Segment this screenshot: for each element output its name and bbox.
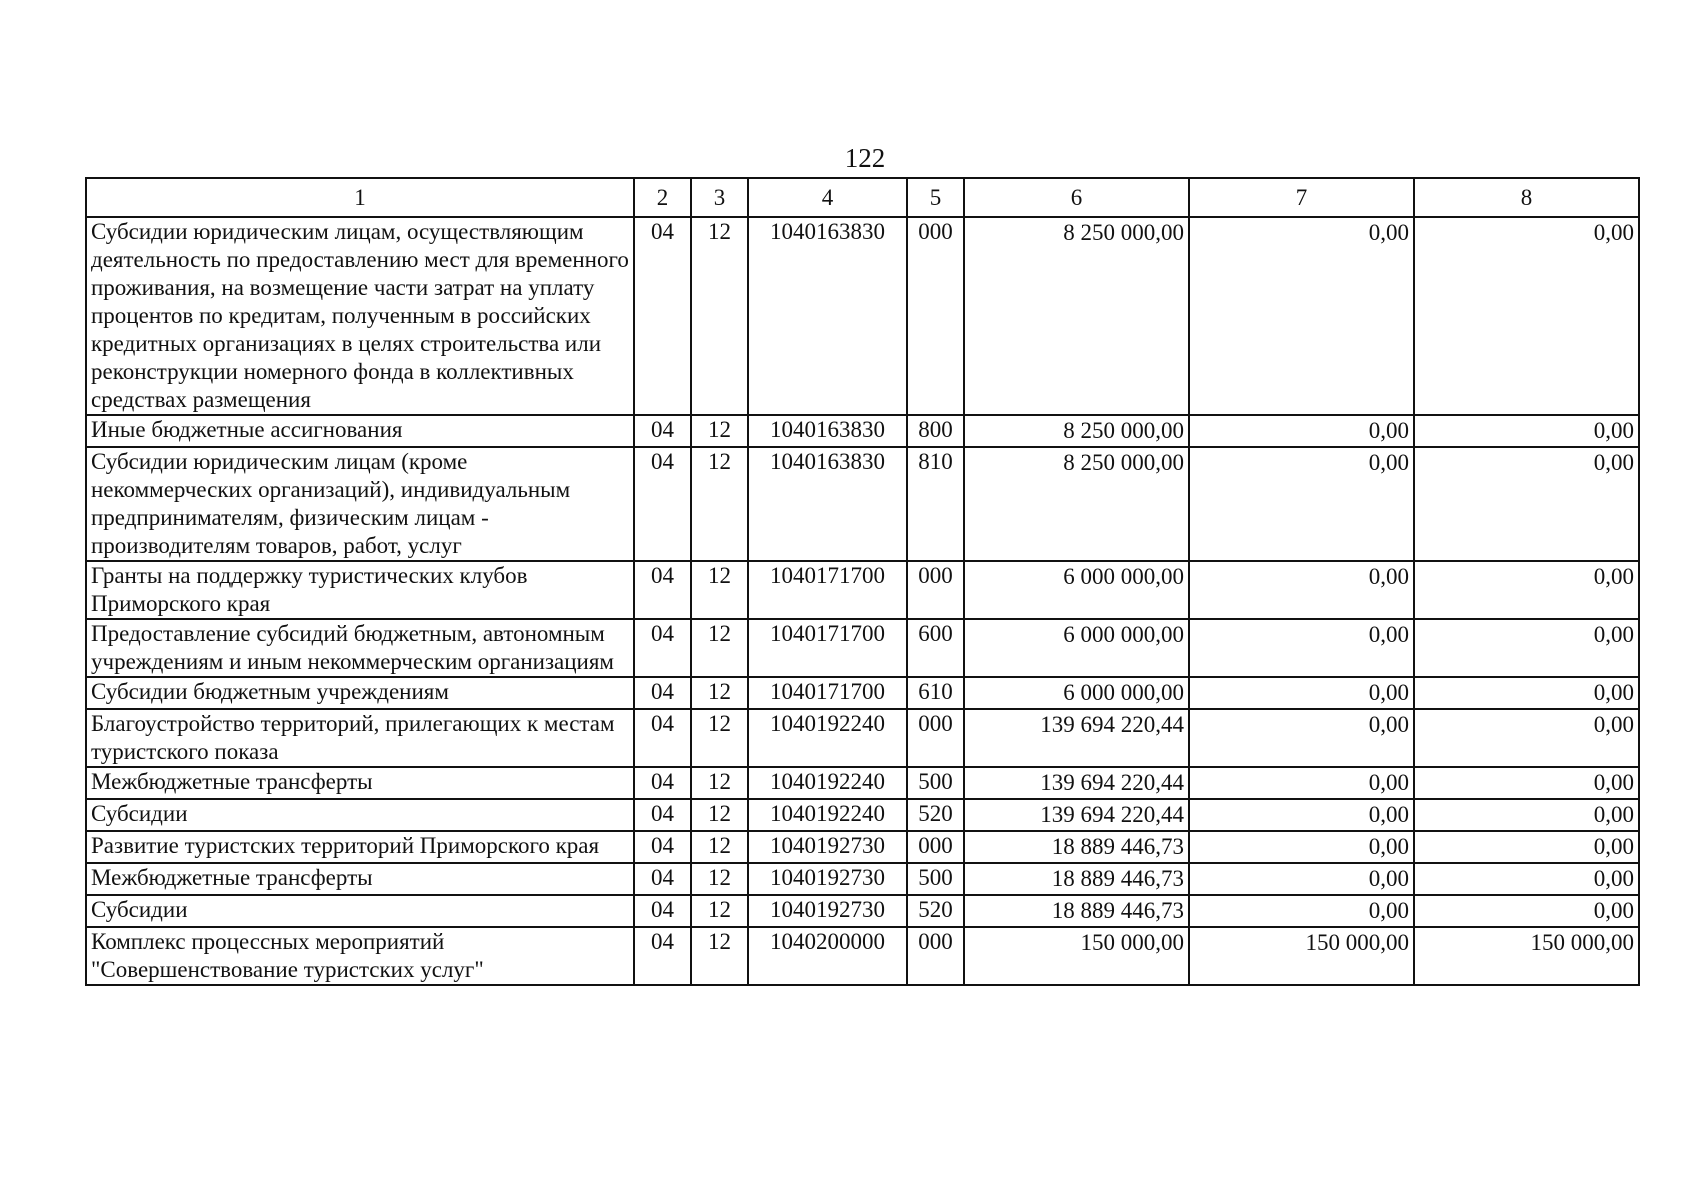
row-amount-7: 0,00 [1189,619,1414,677]
table-row [86,561,1639,619]
row-name: Межбюджетные трансферты [86,863,634,895]
row-name: Предоставление субсидий бюджетным, автономным учреждениям и иным некоммерческим организациям [86,619,634,677]
table-row [86,447,1639,561]
row-amount-7: 0,00 [1189,709,1414,767]
row-target-code: 1040163830 [748,217,907,415]
header-col-7: 7 [1189,178,1414,217]
row-subsection: 12 [691,677,748,709]
row-section: 04 [634,767,691,799]
row-amount-6: 150 000,00 [964,927,1189,985]
row-name: Субсидии [86,799,634,831]
header-col-6: 6 [964,178,1189,217]
row-amount-8: 0,00 [1414,709,1639,767]
row-amount-8: 0,00 [1414,415,1639,447]
row-amount-6: 8 250 000,00 [964,447,1189,561]
row-expense-type: 810 [907,447,964,561]
row-name: Иные бюджетные ассигнования [86,415,634,447]
header-col-1: 1 [86,178,634,217]
row-section: 04 [634,619,691,677]
row-amount-7: 150 000,00 [1189,927,1414,985]
row-amount-6: 139 694 220,44 [964,799,1189,831]
row-section: 04 [634,677,691,709]
row-amount-7: 0,00 [1189,561,1414,619]
row-subsection: 12 [691,619,748,677]
row-subsection: 12 [691,831,748,863]
row-amount-8: 0,00 [1414,831,1639,863]
row-amount-6: 139 694 220,44 [964,767,1189,799]
row-expense-type: 610 [907,677,964,709]
row-subsection: 12 [691,767,748,799]
row-target-code: 1040171700 [748,561,907,619]
budget-table [85,177,1640,986]
table-row [86,677,1639,709]
row-amount-7: 0,00 [1189,415,1414,447]
row-expense-type: 500 [907,767,964,799]
row-subsection: 12 [691,709,748,767]
row-subsection: 12 [691,863,748,895]
row-expense-type: 520 [907,799,964,831]
row-target-code: 1040192240 [748,799,907,831]
row-amount-8: 0,00 [1414,895,1639,927]
row-amount-8: 0,00 [1414,799,1639,831]
row-name: Гранты на поддержку туристических клубов Приморского края [86,561,634,619]
row-amount-6: 18 889 446,73 [964,831,1189,863]
row-amount-8: 0,00 [1414,217,1639,415]
row-amount-7: 0,00 [1189,767,1414,799]
row-section: 04 [634,895,691,927]
row-expense-type: 000 [907,561,964,619]
table-row [86,767,1639,799]
table-row [86,895,1639,927]
row-name: Субсидии [86,895,634,927]
row-target-code: 1040192730 [748,831,907,863]
row-amount-8: 0,00 [1414,677,1639,709]
row-expense-type: 000 [907,217,964,415]
row-expense-type: 000 [907,927,964,985]
table-row [86,831,1639,863]
row-amount-6: 18 889 446,73 [964,895,1189,927]
header-col-3: 3 [691,178,748,217]
row-amount-8: 0,00 [1414,447,1639,561]
header-col-2: 2 [634,178,691,217]
row-amount-7: 0,00 [1189,677,1414,709]
row-amount-6: 18 889 446,73 [964,863,1189,895]
row-target-code: 1040163830 [748,415,907,447]
row-amount-7: 0,00 [1189,799,1414,831]
row-name: Благоустройство территорий, прилегающих к местам туристского показа [86,709,634,767]
header-col-4: 4 [748,178,907,217]
table-row [86,927,1639,985]
row-target-code: 1040192730 [748,863,907,895]
table-row [86,217,1639,415]
table-row [86,619,1639,677]
row-expense-type: 600 [907,619,964,677]
row-section: 04 [634,447,691,561]
row-section: 04 [634,863,691,895]
page-number: 122 [844,143,886,173]
row-target-code: 1040171700 [748,619,907,677]
row-amount-7: 0,00 [1189,863,1414,895]
row-amount-8: 0,00 [1414,619,1639,677]
row-section: 04 [634,831,691,863]
row-amount-6: 8 250 000,00 [964,217,1189,415]
row-expense-type: 520 [907,895,964,927]
row-amount-7: 0,00 [1189,217,1414,415]
row-section: 04 [634,927,691,985]
row-amount-7: 0,00 [1189,831,1414,863]
row-subsection: 12 [691,217,748,415]
row-name: Субсидии юридическим лицам (кроме некоммерческих организаций), индивидуальным предпринимателям, физическим лицам - производителям товаров, работ, услуг [86,447,634,561]
table-row [86,415,1639,447]
table-row [86,863,1639,895]
row-amount-6: 6 000 000,00 [964,619,1189,677]
row-section: 04 [634,799,691,831]
row-name: Комплекс процессных мероприятий "Совершенствование туристских услуг" [86,927,634,985]
row-subsection: 12 [691,895,748,927]
row-target-code: 1040192730 [748,895,907,927]
row-section: 04 [634,415,691,447]
row-subsection: 12 [691,927,748,985]
table-body [86,217,1639,985]
row-amount-6: 6 000 000,00 [964,677,1189,709]
row-amount-8: 0,00 [1414,863,1639,895]
row-amount-7: 0,00 [1189,447,1414,561]
row-section: 04 [634,217,691,415]
table-row [86,799,1639,831]
row-section: 04 [634,561,691,619]
row-amount-8: 150 000,00 [1414,927,1639,985]
row-amount-6: 6 000 000,00 [964,561,1189,619]
row-name: Субсидии юридическим лицам, осуществляющим деятельность по предоставлению мест для временного проживания, на возмещение части затрат на уплату процентов по кредитам, полученным в российских кредитных организациях в целях строительства или реконструкции номерного фонда в коллективных средствах размещения [86,217,634,415]
row-name: Межбюджетные трансферты [86,767,634,799]
row-target-code: 1040163830 [748,447,907,561]
row-amount-8: 0,00 [1414,767,1639,799]
row-subsection: 12 [691,447,748,561]
row-expense-type: 000 [907,709,964,767]
row-subsection: 12 [691,415,748,447]
row-expense-type: 000 [907,831,964,863]
row-target-code: 1040171700 [748,677,907,709]
row-target-code: 1040192240 [748,767,907,799]
row-target-code: 1040200000 [748,927,907,985]
row-name: Развитие туристских территорий Приморского края [86,831,634,863]
row-amount-6: 8 250 000,00 [964,415,1189,447]
row-target-code: 1040192240 [748,709,907,767]
header-col-8: 8 [1414,178,1639,217]
header-col-5: 5 [907,178,964,217]
row-expense-type: 800 [907,415,964,447]
table-row [86,709,1639,767]
row-name: Субсидии бюджетным учреждениям [86,677,634,709]
row-amount-7: 0,00 [1189,895,1414,927]
row-subsection: 12 [691,561,748,619]
row-amount-6: 139 694 220,44 [964,709,1189,767]
row-section: 04 [634,709,691,767]
row-amount-8: 0,00 [1414,561,1639,619]
row-expense-type: 500 [907,863,964,895]
table-header-row [86,178,1639,217]
row-subsection: 12 [691,799,748,831]
